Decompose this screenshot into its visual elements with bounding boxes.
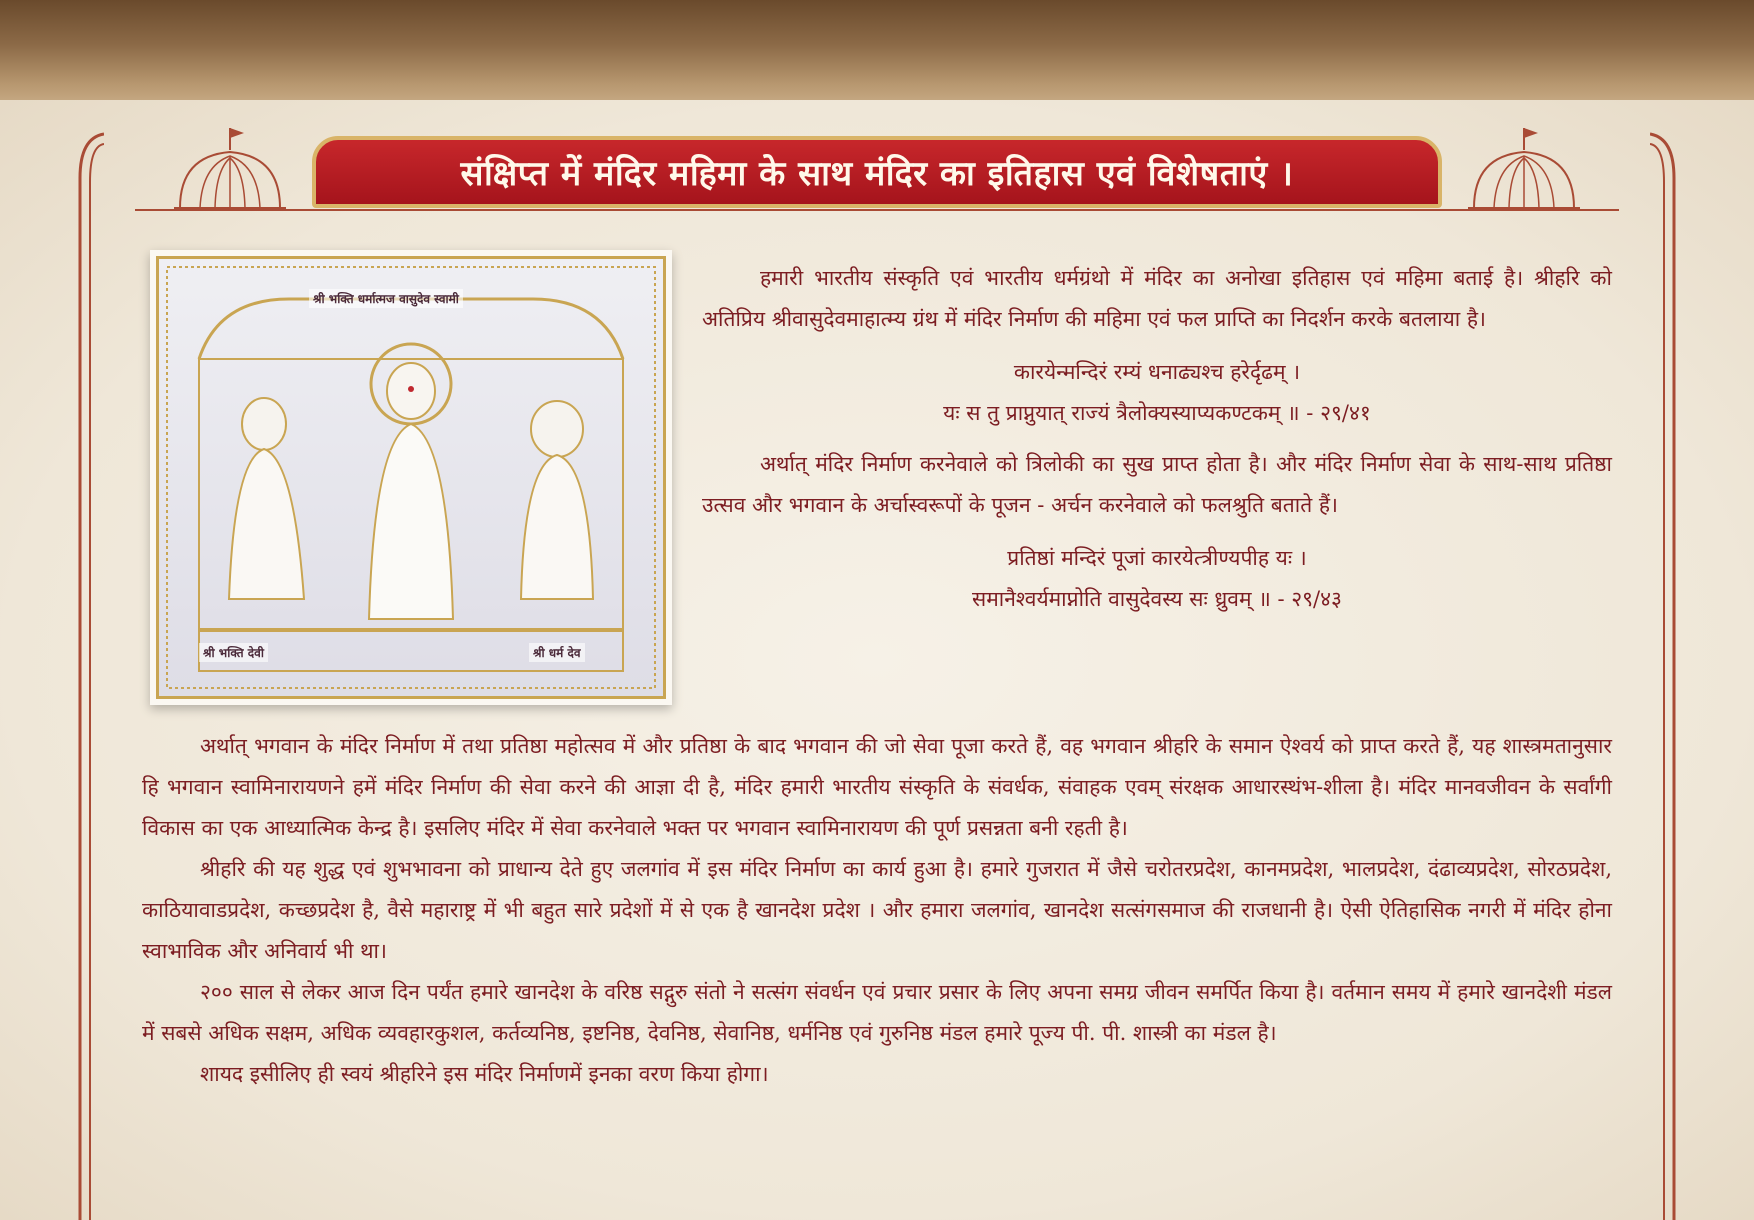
image-caption-right: श्री धर्म देव — [529, 643, 585, 662]
title-banner — [312, 136, 1442, 208]
right-border-ornament — [1650, 128, 1676, 1220]
left-border-ornament — [78, 128, 104, 1220]
intro-paragraph: हमारी भारतीय संस्कृति एवं भारतीय धर्मग्रंथो में मंदिर का अनोखा इतिहास एवं महिमा बताई है। श्रीहरि को अतिप्रिय श्रीवासुदेवमाहात्म्य ग्रंथ में मंदिर निर्माण की महिमा एवं फल प्राप्ति का निदर्शन करके बतलाया है। — [702, 266, 1612, 331]
verse-1-line-1: कारयेन्मन्दिरं रम्यं धनाढ्यश्च हरेर्दृढम् । — [1013, 360, 1301, 384]
deity-image — [150, 250, 672, 705]
body-paragraph: शायद इसीलिए ही स्वयं श्रीहरिने इस मंदिर निर्माणमें इनका वरण किया होगा। — [200, 1062, 769, 1086]
verse-1-line-2: यः स तु प्राप्नुयात् राज्यं त्रैलोक्यस्याप्यकण्टकम् ॥ - २९/४१ — [943, 401, 1371, 425]
image-caption-left: श्री भक्ति देवी — [199, 643, 268, 662]
temple-dome-icon-left — [170, 126, 290, 210]
verse-2-line-2: समानैश्वर्यमाप्नोति वासुदेवस्य सः ध्रुवम् ॥ - २९/४३ — [972, 587, 1342, 611]
meaning-1-paragraph: अर्थात् मंदिर निर्माण करनेवाले को त्रिलोकी का सुख प्राप्त होता है। और मंदिर निर्माण सेवा के साथ-साथ प्रतिष्ठा उत्सव और भगवान के अर्चास्वरूपों के पूजन - अर्चन करनेवाले को फलश्रुति बताते हैं। — [702, 452, 1612, 517]
image-caption-top: श्री भक्ति धर्मात्मज वासुदेव स्वामी — [309, 289, 463, 308]
page-title: संक्षिप्त में मंदिर महिमा के साथ मंदिर का इतिहास एवं विशेषताएं । — [460, 154, 1294, 194]
wood-header-band — [0, 0, 1754, 112]
body-paragraph: श्रीहरि की यह शुद्ध एवं शुभभावना को प्राधान्य देते हुए जलगांव में इस मंदिर निर्माण का कार्य हुआ है। हमारे गुजरात में जैसे चरोतरप्रदेश, कानमप्रदेश, भालप्रदेश, दंढाव्यप्रदेश, सोरठप्रदेश, काठियावाडप्रदेश, कच्छप्रदेश है, वैसे महाराष्ट्र में भी बहुत सारे प्रदेशों में से एक है खानदेश प्रदेश । और हमारा जलगांव, खानदेश सत्संगसमाज की राजधानी है। ऐसी ऐतिहासिक नगरी में मंदिर होना स्वाभाविक और अनिवार्य भी था। — [142, 857, 1612, 963]
intro-block — [702, 258, 1612, 620]
title-underline — [135, 209, 1619, 211]
verse-2-line-1: प्रतिष्ठां मन्दिरं पूजां कारयेत्त्रीण्यपीह यः । — [1007, 546, 1307, 570]
body-block — [142, 726, 1612, 1095]
temple-dome-icon-right — [1464, 126, 1584, 210]
body-paragraph: अर्थात् भगवान के मंदिर निर्माण में तथा प्रतिष्ठा महोत्सव में और प्रतिष्ठा के बाद भगवान की जो सेवा पूजा करते हैं, वह भगवान श्रीहरि के समान ऐश्वर्य को प्राप्त करते हैं, यह शास्त्रमतानुसार हि भगवान स्वामिनारायणने हमें मंदिर निर्माण की सेवा करने की आज्ञा दी है, मंदिर हमारी भारतीय संस्कृति के संवर्धक, संवाहक एवम् संरक्षक आधारस्थंभ-शीला है। मंदिर मानवजीवन के सर्वांगी विकास का एक आध्यात्मिक केन्द्र है। इसलिए मंदिर में सेवा करनेवाले भक्त पर भगवान स्वामिनारायण की पूर्ण प्रसन्नता बनी रहती है। — [142, 734, 1612, 840]
deity-image-inner — [156, 256, 666, 699]
deity-relief-illustration — [159, 259, 663, 696]
body-paragraph: २०० साल से लेकर आज दिन पर्यंत हमारे खानदेश के वरिष्ठ सद्गुरु संतो ने सत्संग संवर्धन एवं प्रचार प्रसार के लिए अपना समग्र जीवन समर्पित किया है। वर्तमान समय में हमारे खानदेशी मंडल में सबसे अधिक सक्षम, अधिक व्यवहारकुशल, कर्तव्यनिष्ठ, इष्टनिष्ठ, देवनिष्ठ, सेवानिष्ठ, धर्मनिष्ठ एवं गुरुनिष्ठ मंडल हमारे पूज्य पी. पी. शास्त्री का मंडल है। — [142, 980, 1612, 1045]
